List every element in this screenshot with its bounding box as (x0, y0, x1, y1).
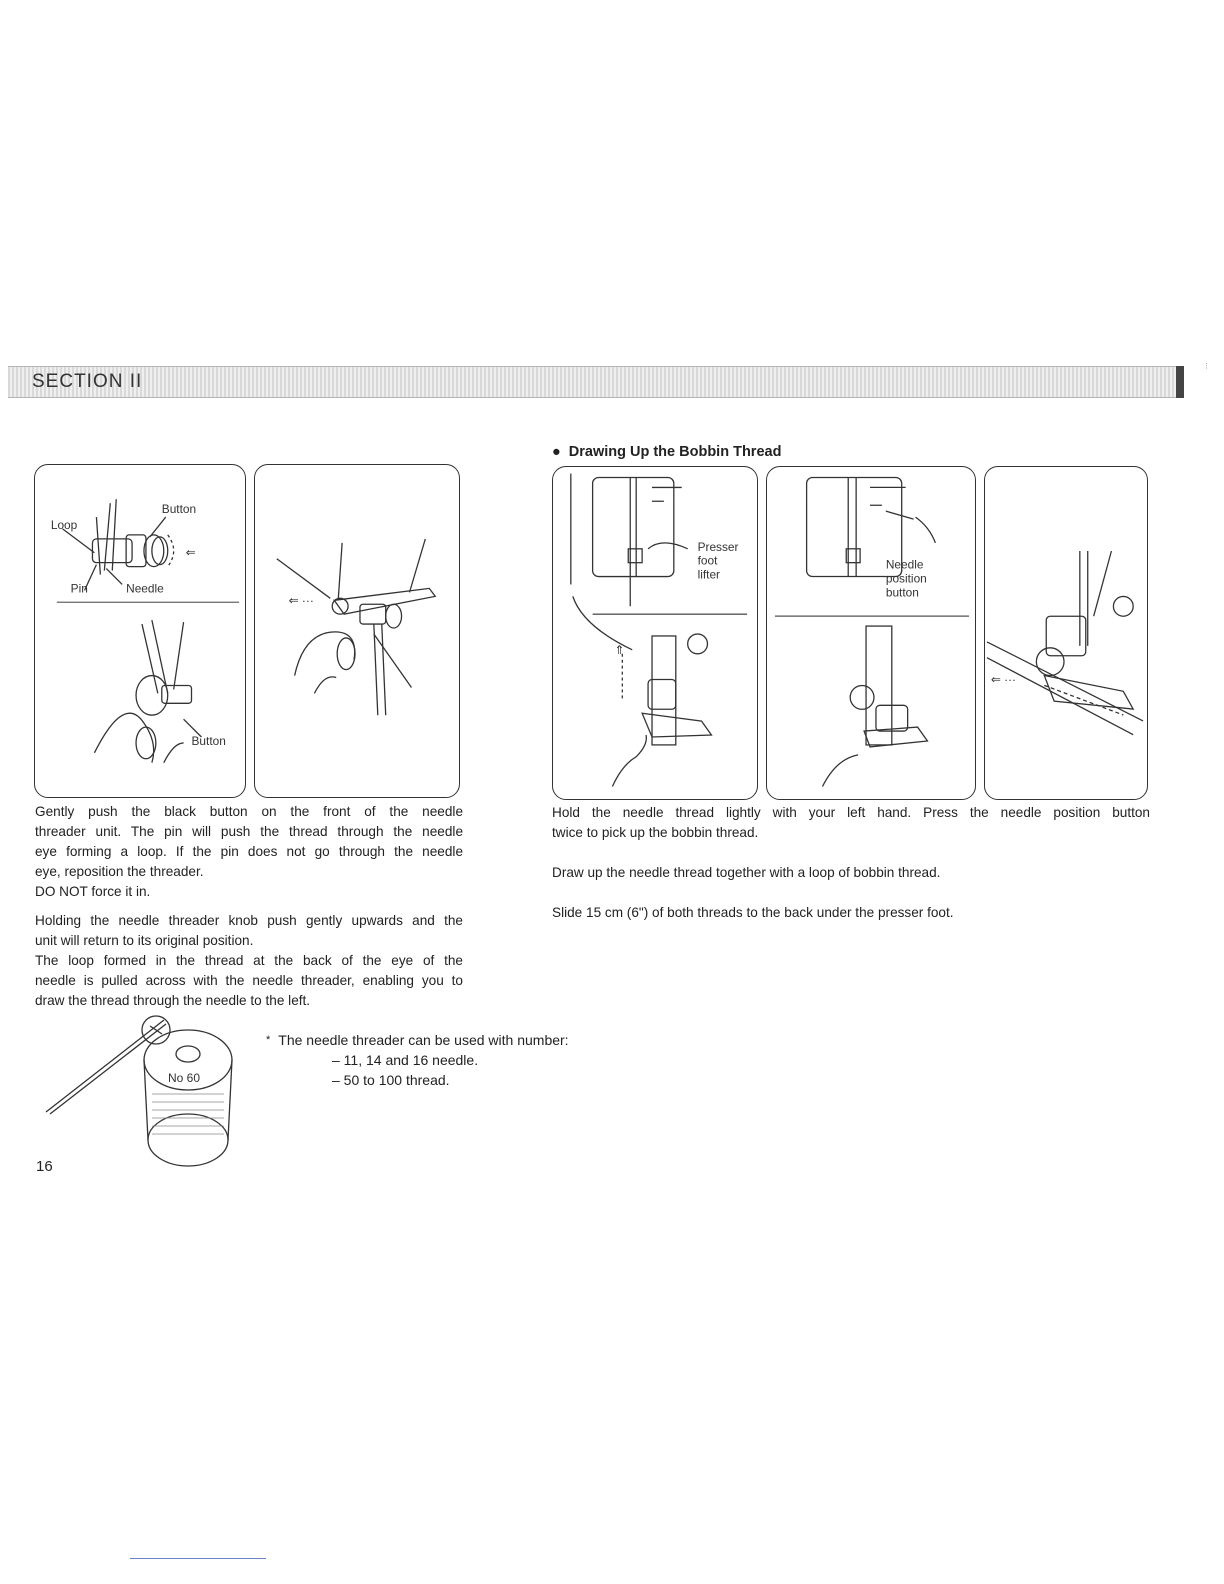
left-p2-line5: draw the thread through the needle to the left. (35, 993, 311, 1008)
right-p2: Draw up the needle thread together with a loop of bobbin thread. (552, 865, 941, 880)
pull-arrow-icon: ⇐ ··· (288, 593, 314, 608)
threader-note (266, 1030, 569, 1090)
lift-arrow-icon: ⇑ (614, 642, 625, 657)
right-p1-line2: twice to pick up the bobbin thread. (552, 825, 759, 840)
right-paragraph-1-line1-block (552, 803, 1150, 823)
heading-bullet: ● (552, 444, 561, 460)
left-paragraph-2-line1-block (35, 911, 463, 931)
right-p3: Slide 15 cm (6") of both threads to the back under the presser foot. (552, 905, 954, 920)
label-presser-line3: lifter (697, 567, 721, 582)
right-p1-line1: Hold the needle thread lightly with your left hand. Press the needle position button (552, 805, 1150, 820)
figure-presser-foot-lifter (552, 466, 758, 800)
right-paragraph-3 (552, 903, 1150, 923)
label-needle-line3: button (885, 585, 919, 600)
note-item-thread: – 50 to 100 thread. (332, 1072, 450, 1088)
figure-needle-position-button-drawing (767, 467, 975, 799)
edge-mark: ⋮ (1203, 363, 1210, 370)
section-header-bar-end (1176, 366, 1184, 398)
heading-text: Drawing Up the Bobbin Thread (568, 444, 782, 460)
figure-presser-foot-lifter-drawing (553, 467, 757, 799)
label-needle-line2: position (885, 571, 927, 586)
figure-threads-under-foot (984, 466, 1148, 800)
figure-needle-position-button (766, 466, 976, 800)
left-paragraph-2-line34-block (35, 951, 463, 991)
page-number: 16 (36, 1158, 53, 1175)
note-item-needle: – 11, 14 and 16 needle. (332, 1052, 479, 1068)
figure-threader-upward (254, 464, 460, 798)
note-intro: The needle threader can be used with number: (278, 1032, 569, 1048)
left-p1-line3: eye forming a loop. If the pin does not go through the needle (35, 844, 463, 859)
figure-threader-button-drawing (35, 465, 245, 797)
label-presser-line2: foot (697, 553, 718, 568)
label-button-top: Button (161, 502, 197, 517)
spool-label: No 60 (168, 1071, 201, 1085)
bobbin-thread-heading (552, 444, 781, 460)
left-p2-line3: The loop formed in the thread at the back of the eye of the (35, 953, 463, 968)
label-button-bottom: Button (191, 733, 226, 748)
left-p1-line2: threader unit. The pin will push the thread through the needle (35, 824, 463, 839)
label-needle: Needle (126, 581, 164, 596)
left-p1-line4: eye, reposition the threader. (35, 864, 204, 879)
push-arrow-icon: ⇐ (185, 545, 196, 560)
left-p2-line1: Holding the needle threader knob push gently upwards and the (35, 913, 463, 928)
left-paragraph-1-tail (35, 862, 463, 902)
left-paragraph-1 (35, 802, 463, 862)
figure-needle-and-spool (40, 1010, 240, 1170)
figure-threader-button (34, 464, 246, 798)
bottom-rule (130, 1558, 266, 1559)
needle-and-spool-drawing (40, 1010, 240, 1170)
figure-threads-under-foot-drawing (985, 467, 1147, 799)
left-paragraph-2-line5-block (35, 991, 463, 1011)
label-pin: Pin (70, 581, 88, 596)
label-presser-line1: Presser (697, 539, 739, 554)
label-needle-line1: Needle (885, 557, 924, 572)
note-intro-line (266, 1030, 569, 1050)
right-paragraph-1-line2-block (552, 823, 1150, 843)
figure-threader-upward-drawing (255, 465, 459, 797)
section-header-bar (8, 366, 1184, 398)
left-p1-line5: DO NOT force it in. (35, 884, 151, 899)
section-title: SECTION II (32, 371, 143, 392)
left-p2-line4: needle is pulled across with the needle threader, enabling you to (35, 973, 463, 988)
left-p2-line2: unit will return to its original position. (35, 933, 254, 948)
left-paragraph-2-line2-block (35, 931, 463, 951)
note-star: * (266, 1034, 271, 1046)
label-loop: Loop (50, 517, 78, 532)
slide-arrow-icon: ⇐ ··· (990, 672, 1016, 687)
right-paragraph-2 (552, 863, 1150, 883)
left-p1-line1: Gently push the black button on the front of the needle (35, 804, 463, 819)
